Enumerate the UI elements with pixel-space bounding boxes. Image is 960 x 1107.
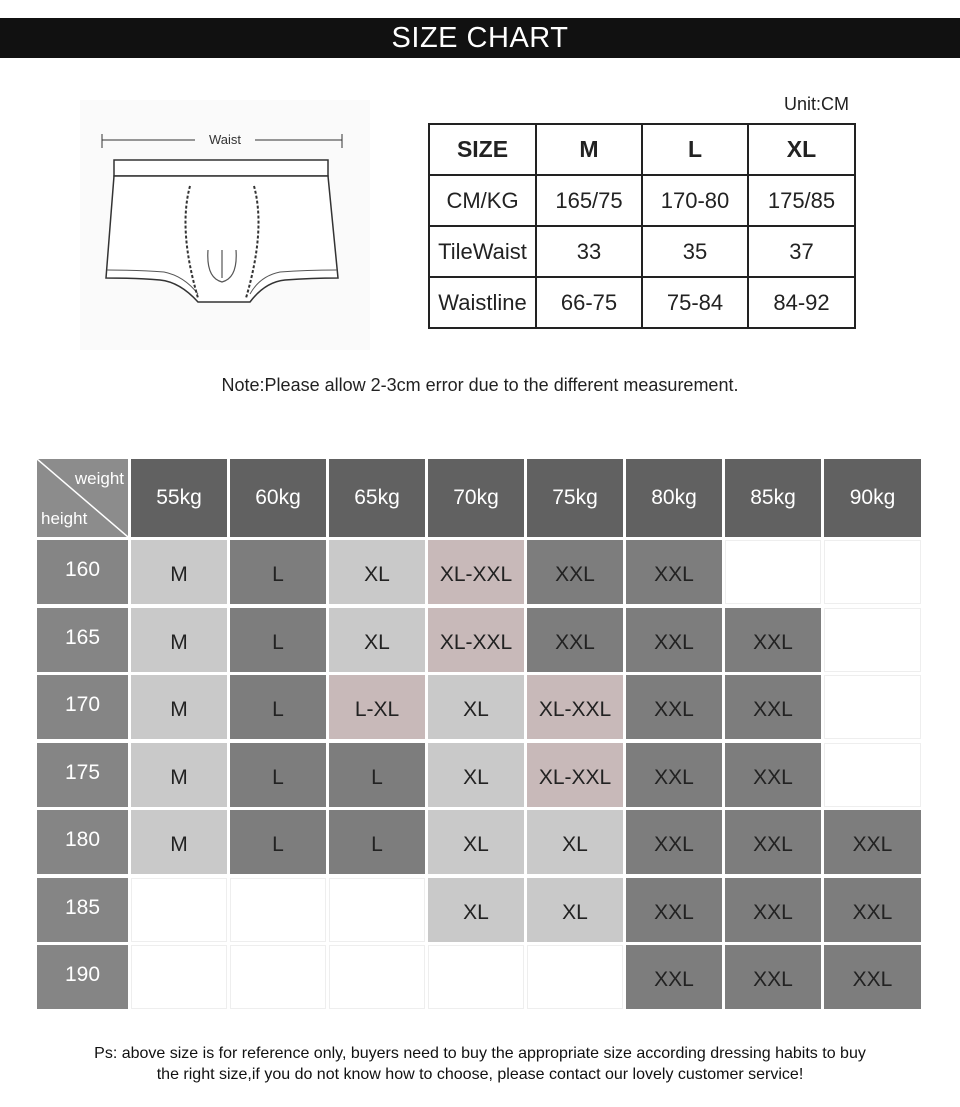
height-label-cell: 170 [37,675,128,739]
size-cell: XL-XXL [527,743,623,807]
size-table-header-size: SIZE [429,124,536,175]
size-table-row [429,226,855,277]
size-cell [329,878,425,942]
size-table-cell: 170-80 [642,175,748,226]
size-table-cell: 175/85 [748,175,855,226]
size-table-row-label: Waistline [429,277,536,328]
size-cell [230,945,326,1009]
weight-header-cell: 60kg [230,459,326,537]
size-cell [329,945,425,1009]
size-cell: XXL [824,810,921,874]
size-table-cell: 75-84 [642,277,748,328]
size-cell: L [230,810,326,874]
ps-note [20,1043,940,1085]
size-cell: XXL [725,810,821,874]
height-label-cell: 160 [37,540,128,604]
ps-line-2: the right size,if you do not know how to choose, please contact our lovely customer service! [156,1066,804,1083]
size-cell: XXL [626,810,722,874]
size-cell: XL [329,608,425,672]
size-table-header-l: L [642,124,748,175]
waist-label: Waist [208,132,242,147]
page-title: SIZE CHART [391,21,569,54]
size-cell: XL-XXL [428,540,524,604]
size-table-header-xl: XL [748,124,855,175]
height-label-cell: 165 [37,608,128,672]
size-cell: XL-XXL [527,675,623,739]
size-table-row [429,277,855,328]
weight-header-cell: 55kg [131,459,227,537]
size-cell [527,945,623,1009]
size-cell: XL [527,810,623,874]
size-table-header-row [429,124,855,175]
underwear-diagram [80,100,370,350]
size-cell [230,878,326,942]
size-cell [824,675,921,739]
height-label-cell: 175 [37,743,128,807]
size-cell: XXL [725,608,821,672]
corner-height-label: height [41,509,88,528]
height-label-cell: 180 [37,810,128,874]
size-cell: L [329,743,425,807]
size-cell: XXL [626,540,722,604]
size-cell: XL [329,540,425,604]
ps-line-1: Ps: above size is for reference only, buyers need to buy the appropriate size according dressing habits to buy [94,1045,866,1062]
size-cell [131,945,227,1009]
weight-header-cell: 90kg [824,459,921,537]
size-table-row [429,175,855,226]
size-table-cell: 35 [642,226,748,277]
size-cell: XXL [626,945,722,1009]
size-cell [131,878,227,942]
size-cell: XL-XXL [428,608,524,672]
size-cell: XL [527,878,623,942]
size-cell: L [230,675,326,739]
size-cell: L-XL [329,675,425,739]
size-cell: XXL [725,878,821,942]
size-table [428,123,856,329]
size-cell: XXL [725,675,821,739]
size-cell: XXL [725,743,821,807]
size-table-row-label: TileWaist [429,226,536,277]
size-cell: M [131,810,227,874]
size-cell: L [329,810,425,874]
measurement-note: Note:Please allow 2-3cm error due to the different measurement. [221,375,739,395]
size-cell: M [131,675,227,739]
weight-header-cell: 75kg [527,459,623,537]
header-bar [0,18,960,58]
size-cell [725,540,821,604]
size-cell: XL [428,810,524,874]
size-cell [824,743,921,807]
size-table-cell: 37 [748,226,855,277]
size-cell: XXL [626,608,722,672]
height-label-cell: 185 [37,878,128,942]
size-cell [824,608,921,672]
size-cell: XXL [725,945,821,1009]
weight-header-cell: 80kg [626,459,722,537]
corner-weight-label: weight [74,469,124,488]
size-cell: XL [428,675,524,739]
size-table-row-label: CM/KG [429,175,536,226]
size-cell: M [131,608,227,672]
weight-header-cell: 70kg [428,459,524,537]
size-cell: L [230,743,326,807]
weight-height-grid [37,459,921,1005]
size-table-cell: 33 [536,226,642,277]
size-cell: L [230,608,326,672]
size-cell [428,945,524,1009]
size-cell: M [131,743,227,807]
size-cell: XL [428,743,524,807]
size-cell: XXL [626,743,722,807]
size-cell: XXL [527,540,623,604]
size-cell [824,540,921,604]
size-cell: XXL [626,878,722,942]
size-cell: XXL [824,878,921,942]
size-table-cell: 165/75 [536,175,642,226]
size-cell: M [131,540,227,604]
size-cell: XXL [824,945,921,1009]
size-cell: L [230,540,326,604]
height-label-cell: 190 [37,945,128,1009]
size-table-cell: 84-92 [748,277,855,328]
size-cell: XL [428,878,524,942]
size-cell: XXL [626,675,722,739]
weight-header-cell: 85kg [725,459,821,537]
size-table-cell: 66-75 [536,277,642,328]
size-cell: XXL [527,608,623,672]
weight-header-cell: 65kg [329,459,425,537]
grid-corner [37,459,128,537]
size-table-header-m: M [536,124,642,175]
unit-label: Unit:CM [784,94,850,114]
